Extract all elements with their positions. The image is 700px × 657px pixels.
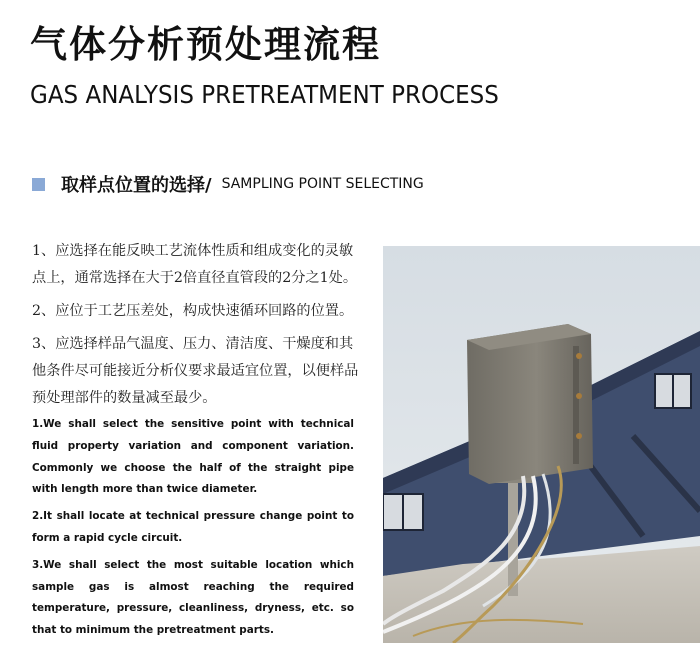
english-body-text <box>32 414 354 647</box>
en-paragraph-3: 3.We shall select the most suitable location which sample gas is almost reaching the required temperature, pressure, cleanliness, dryness, etc. so that to minimum the pretreatment parts. <box>32 558 354 637</box>
cn-paragraph-2: 2、应位于工艺压差处，构成快速循环回路的位置。 <box>32 303 354 319</box>
chinese-body-text <box>32 238 364 418</box>
page-title-cn: 气体分析预处理流程 <box>30 23 381 66</box>
section-marker-square <box>32 178 45 191</box>
sampling-box-photo <box>383 246 700 643</box>
cn-paragraph-1: 1、应选择在能反映工艺流体性质和组成变化的灵敏点上，通常选择在大于2倍直径直管段的2分之1处。 <box>32 243 358 286</box>
section-heading <box>32 171 424 197</box>
section-title-cn: 取样点位置的选择/ <box>61 175 212 196</box>
section-title-en: SAMPLING POINT SELECTING <box>221 176 424 192</box>
cn-paragraph-3: 3、应选择样品气温度、压力、清洁度、干燥度和其他条件尽可能接近分析仪要求最适宜位置，以便样品预处理部件的数量减至最少。 <box>32 336 359 406</box>
en-paragraph-2: 2.It shall locate at technical pressure change point to form a rapid cycle circuit. <box>32 510 354 544</box>
page-title-en: GAS ANALYSIS PRETREATMENT PROCESS <box>30 80 499 109</box>
en-paragraph-1: 1.We shall select the sensitive point with technical fluid property variation and component variation. Commonly we choose the half of the straight pipe with length more than twice diameter. <box>32 418 354 496</box>
